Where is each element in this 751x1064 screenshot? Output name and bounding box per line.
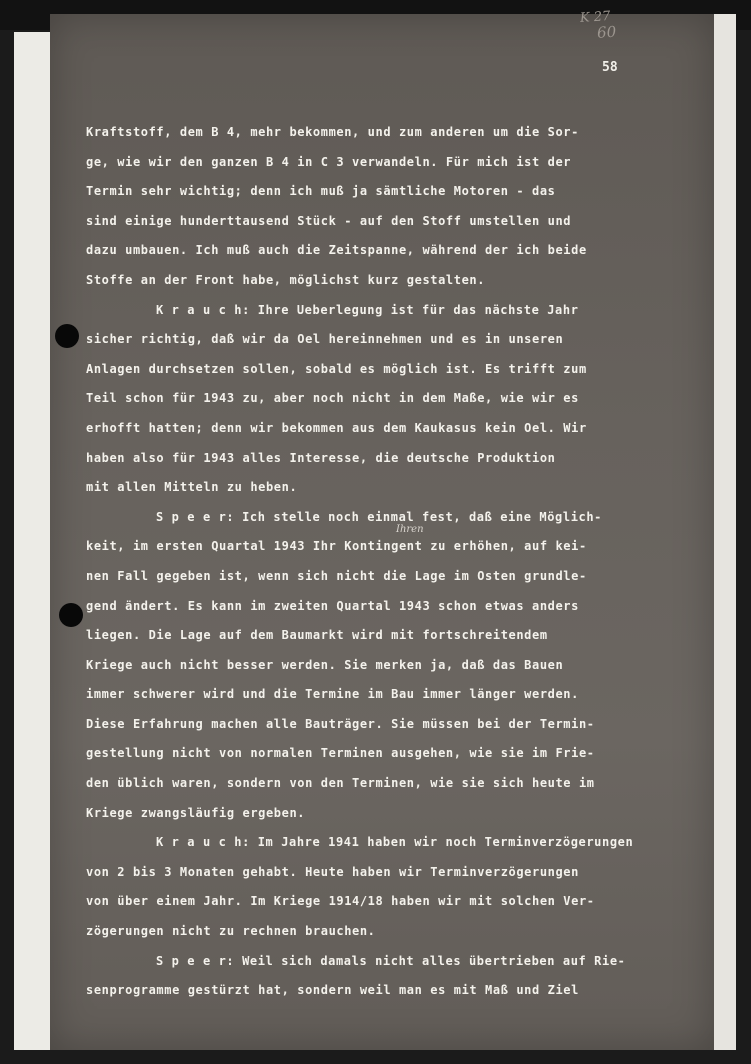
text-line: zögerungen nicht zu rechnen brauchen. <box>86 924 376 939</box>
text-line: Kriege zwangsläufig ergeben. <box>86 805 306 820</box>
text-line: gend ändert. Es kann im zweiten Quartal 1943 schon etwas anders <box>86 598 579 613</box>
text-line: Termin sehr wichtig; denn ich muß ja sämtliche Motoren - das <box>86 184 556 199</box>
text-line: dazu umbauen. Ich muß auch die Zeitspanne, während der ich beide <box>86 243 587 258</box>
handwritten-insert: Ihren <box>396 524 424 535</box>
text-line: Stoffe an der Front habe, möglichst kurz gestalten. <box>86 272 486 287</box>
text-line: K r a u c h: Ihre Ueberlegung ist für das nächste Jahr <box>156 302 579 317</box>
text-line: gestellung nicht von normalen Terminen ausgehen, wie sie im Frie- <box>86 746 595 761</box>
text-line: S p e e r: Ich stelle noch einmal fest, daß eine Möglich- <box>156 509 603 524</box>
archive-number: 60 <box>596 22 617 42</box>
text-line: keit, im ersten Quartal 1943 Ihr Kontingent zu erhöhen, auf kei- <box>86 539 587 554</box>
text-line: erhofft hatten; denn wir bekommen aus dem Kaukasus kein Oel. Wir <box>86 420 587 435</box>
text-line: K r a u c h: Im Jahre 1941 haben wir noch Terminverzögerungen <box>156 835 634 850</box>
archive-mark: K 27 <box>579 8 611 27</box>
text-line: den üblich waren, sondern von den Terminen, wie sie sich heute im <box>86 776 595 791</box>
text-line: Teil schon für 1943 zu, aber noch nicht in dem Maße, wie wir es <box>86 391 579 406</box>
text-line: sind einige hunderttausend Stück - auf den Stoff umstellen und <box>86 213 572 228</box>
text-line: sicher richtig, daß wir da Oel hereinnehmen und es in unseren <box>86 332 564 347</box>
text-line: nen Fall gegeben ist, wenn sich nicht die Lage im Osten grundle- <box>86 568 587 583</box>
archive-annotation <box>579 8 617 42</box>
text-line: Kriege auch nicht besser werden. Sie merken ja, daß das Bauen <box>86 657 564 672</box>
text-line: liegen. Die Lage auf dem Baumarkt wird mit fortschreitendem <box>86 628 548 643</box>
text-line: von über einem Jahr. Im Kriege 1914/18 haben wir mit solchen Ver- <box>86 894 595 909</box>
page-number: 58 <box>602 60 618 75</box>
punch-hole-upper <box>55 324 79 348</box>
text-line: mit allen Mitteln zu heben. <box>86 480 298 495</box>
text-line: immer schwerer wird und die Termine im Bau immer länger werden. <box>86 687 579 702</box>
text-line: Kraftstoff, dem B 4, mehr bekommen, und zum anderen um die Sor- <box>86 125 579 139</box>
text-line: S p e e r: Weil sich damals nicht alles übertrieben auf Rie- <box>156 953 626 968</box>
text-line: senprogramme gestürzt hat, sondern weil man es mit Maß und Ziel <box>86 983 579 998</box>
text-line: von 2 bis 3 Monaten gehabt. Heute haben wir Terminverzögerungen <box>86 864 579 879</box>
text-line: ge, wie wir den ganzen B 4 in C 3 verwandeln. Für mich ist der <box>86 154 572 169</box>
typed-text-body <box>86 118 696 1006</box>
paper-right-edge <box>712 14 736 1050</box>
text-line: Diese Erfahrung machen alle Bauträger. Sie müssen bei der Termin- <box>86 716 595 731</box>
text-line: Anlagen durchsetzen sollen, sobald es möglich ist. Es trifft zum <box>86 361 587 376</box>
punch-hole-lower <box>59 603 83 627</box>
text-line: haben also für 1943 alles Interesse, die deutsche Produktion <box>86 450 556 465</box>
